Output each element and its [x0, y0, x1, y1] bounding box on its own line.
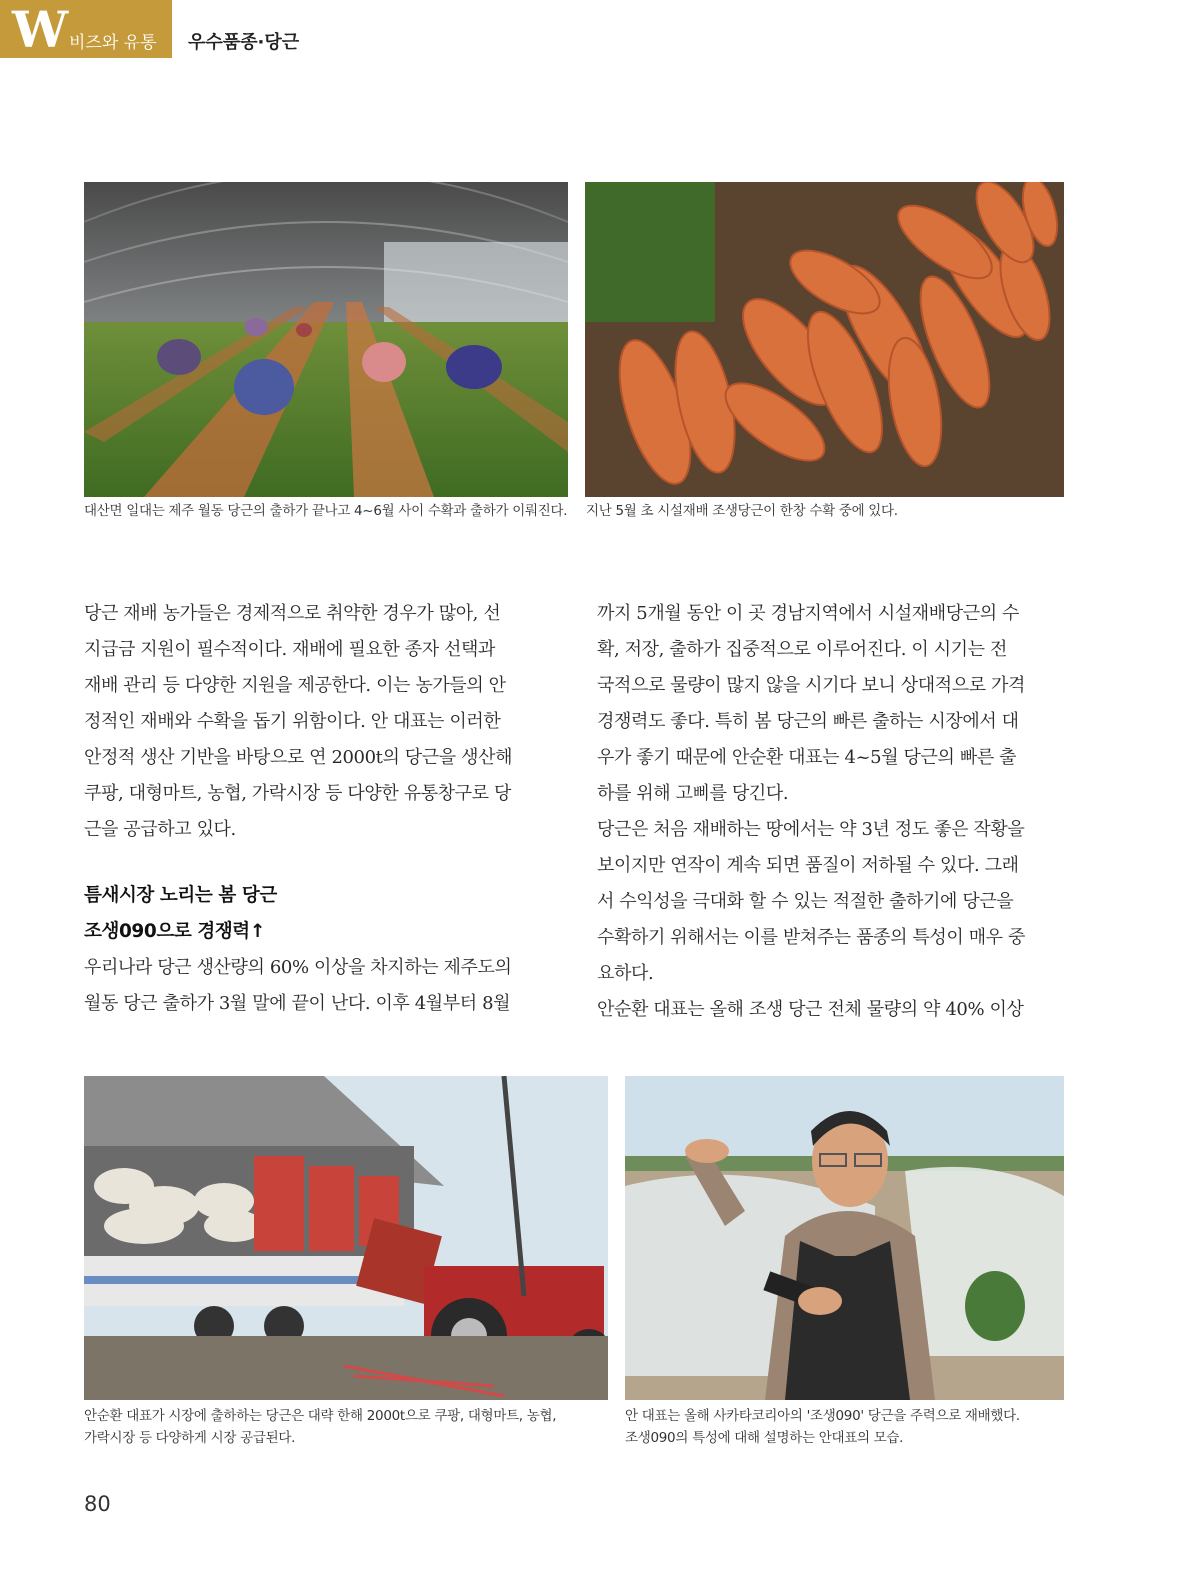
page-topic: 우수품종·당근	[188, 32, 300, 53]
carrots-soil-photo	[585, 182, 1064, 497]
section-tab	[0, 0, 172, 58]
article-left-column	[84, 596, 554, 1022]
article-paragraph: 우리나라 당근 생산량의 60% 이상을 차지하는 제주도의 월동 당근 출하가 3월 말에 끝이 난다. 이후 4월부터 8월	[84, 957, 512, 1014]
section-label: 비즈와 유통	[69, 33, 157, 53]
photo-caption: 지난 5월 초 시설재배 조생당근이 한창 수확 중에 있다.	[586, 503, 898, 519]
article-paragraph: 안순환 대표는 올해 조생 당근 전체 물량의 약 40% 이상	[597, 999, 1024, 1020]
photo-caption: 안순환 대표가 시장에 출하하는 당근은 대략 한해 2000t으로 쿠팡, 대형마트, 농협, 가락시장 등 다양하게 시장 공급된다.	[84, 1408, 557, 1446]
article-paragraph: 까지 5개월 동안 이 곳 경남지역에서 시설재배당근의 수 확, 저장, 출하가 집중적으로 이루어진다. 이 시기는 전 국적으로 물량이 많지 않을 시기다 보니 상대적으로 가격 경쟁력도 좋다. 특히 봄 당근의 빠른 출하는 시장에서 대 우가 좋기 때문에 안순환 대표는 4~5월 당근의 빠른 출 하를 위해 고삐를 당긴다.	[597, 603, 1025, 804]
ceo-portrait-photo	[625, 1076, 1064, 1400]
truck-loading-photo	[84, 1076, 608, 1400]
section-logo: W	[12, 0, 69, 59]
article-paragraph: 당근은 처음 재배하는 땅에서는 약 3년 정도 좋은 작황을 보이지만 연작이 계속 되면 품질이 저하될 수 있다. 그래 서 수익성을 극대화 할 수 있는 적절한 출하기에 당근을 수확하기 위해서는 이를 받쳐주는 품종의 특성이 매우 중 요하다.	[597, 819, 1025, 984]
greenhouse-harvest-photo	[84, 182, 568, 497]
photo-caption: 대산면 일대는 제주 월동 당근의 출하가 끝나고 4~6월 사이 수확과 출하가 이뤄진다.	[84, 503, 568, 519]
page-number: 80	[84, 1492, 111, 1516]
section-subheading: 틈새시장 노리는 봄 당근	[84, 885, 277, 906]
article-paragraph: 당근 재배 농가들은 경제적으로 취약한 경우가 많아, 선 지급금 지원이 필수적이다. 재배에 필요한 종자 선택과 재배 관리 등 다양한 지원을 제공한다. 이는 농가들의 안 정적인 재배와 수확을 돕기 위함이다. 안 대표는 이러한 안정적 생산 기반을 바탕으로 연 2000t의 당근을 생산해 쿠팡, 대형마트, 농협, 가락시장 등 다양한 유통창구로 당 근을 공급하고 있다.	[84, 603, 513, 840]
section-subheading: 조생090으로 경쟁력↑	[84, 921, 265, 942]
article-right-column	[597, 596, 1067, 1028]
photo-caption: 안 대표는 올해 사카타코리아의 '조생090' 당근을 주력으로 재배했다. 조생090의 특성에 대해 설명하는 안대표의 모습.	[625, 1408, 1020, 1446]
